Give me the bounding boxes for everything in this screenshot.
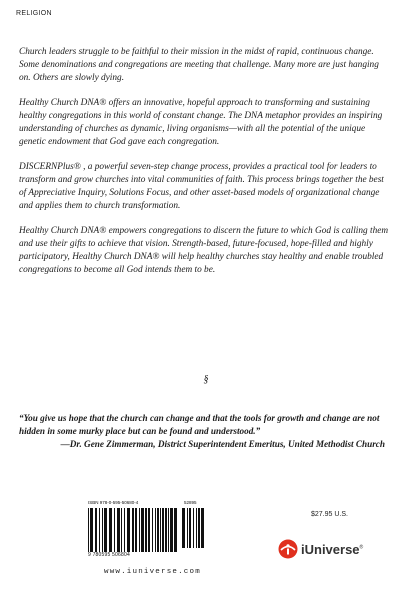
category-label: RELIGION (16, 10, 52, 17)
section-mark: § (203, 374, 209, 385)
publisher-logo (278, 537, 368, 561)
barcode-image (88, 508, 178, 552)
paragraph: DISCERNPlus® , a powerful seven-step change process, provides a practical tool for leaders to transform and grow churches into vital communities of faith. This process brings together the best of Appreciative Inquiry, Solutions Focus, and other asset-based models of organizational change and applies them to church transformation. (19, 162, 384, 211)
price-label: $27.95 U.S. (311, 511, 348, 518)
website-url: www.iuniverse.com (104, 568, 201, 576)
barcode-digits: 9 780595 506804 (88, 552, 130, 558)
barcode-addon-image (182, 508, 208, 548)
isbn-text: ISBN 978-0-595-50680-4 (88, 500, 139, 505)
barcode-area (88, 500, 208, 572)
quote-attribution: —Dr. Gene Zimmerman, District Superintendent Emeritus, United Methodist Church (60, 439, 385, 449)
description (19, 46, 389, 289)
endorsement-quote (19, 412, 385, 451)
paragraph: Healthy Church DNA® offers an innovative, hopeful approach to transforming and sustaining healthy congregations in this world of constant change. The DNA metaphor provides an inspiring understanding of churches as dynamic, living organisms—with all the potential of the unique genetic endowment that God gave each congregation. (19, 98, 383, 147)
paragraph: Church leaders struggle to be faithful to their mission in the midst of rapid, continuous change. Some denominations and congregations are meeting that challenge. Many more are just hanging on. Others are slowly dying. (19, 47, 379, 83)
paragraph: Healthy Church DNA® empowers congregations to discern the future to which God is calling them and use their gifts to achieve that vision. Strength-based, future-focused, hope-filled and highly participatory, Healthy Church DNA® will help healthy churches stay healthy and enable troubled congregations to become all God intends them to be. (19, 226, 389, 275)
barcode-addon-label: 52895 (184, 500, 197, 505)
publisher-name: iUniverse® (301, 541, 364, 557)
iuniverse-logo-icon (278, 539, 298, 559)
quote-text: “You give us hope that the church can change and that the tools for growth and change are not hidden in some murky place but can be found and understood.” (19, 413, 380, 436)
